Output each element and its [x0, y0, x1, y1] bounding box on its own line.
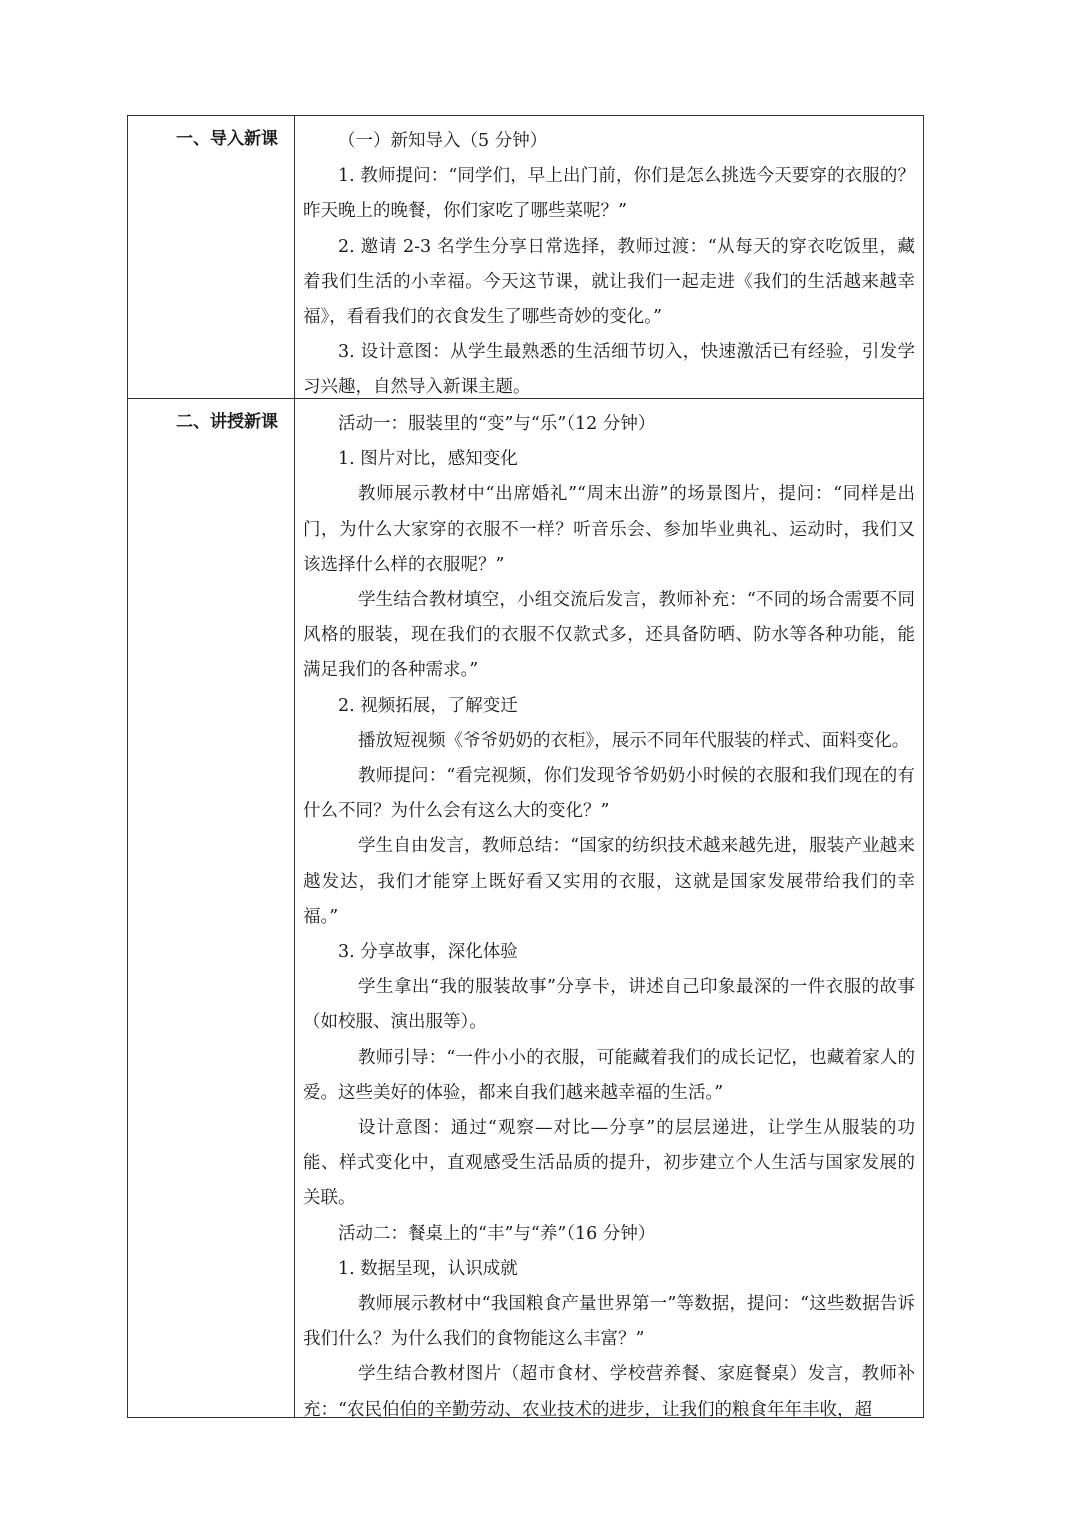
step-heading: 1. 图片对比，感知变化	[338, 449, 518, 470]
column-divider	[294, 116, 295, 398]
table-row-intro	[128, 116, 923, 399]
step-heading: 1. 数据呈现，认识成就	[338, 1258, 518, 1279]
step-heading: 2. 视频拓展，了解变迁	[338, 695, 518, 716]
paragraph: 教师展示教材中“我国粮食产量世界第一”等数据，提问：“这些数据告诉我们什么？为什么我们的食物能这么丰富？”	[303, 1294, 915, 1350]
lesson-plan-table	[127, 115, 924, 1418]
paragraph: 学生自由发言，教师总结：“国家的纺织技术越来越先进，服装产业越来越发达，我们才能穿上既好看又实用的衣服，这就是国家发展带给我们的幸福。”	[303, 836, 915, 927]
paragraph: 教师引导：“一件小小的衣服，可能藏着我们的成长记忆，也藏着家人的爱。这些美好的体验，都来自我们越来越幸福的生活。”	[303, 1047, 915, 1103]
column-divider	[294, 399, 295, 1417]
table-row-teaching	[128, 399, 923, 1420]
row-label-teaching: 二、讲授新课	[176, 412, 278, 432]
row-content-teaching	[303, 407, 915, 1428]
paragraph: 设计意图：通过“观察—对比—分享”的层层递进，让学生从服装的功能、样式变化中，直观感受生活品质的提升，初步建立个人生活与国家发展的关联。	[303, 1118, 915, 1209]
row-label-intro: 一、导入新课	[176, 129, 278, 149]
paragraph: （一）新知导入（5 分钟）	[338, 131, 548, 151]
activity-heading: 活动一：服装里的“变”与“乐”（12 分钟）	[338, 414, 656, 434]
paragraph: 1. 教师提问：“同学们，早上出门前，你们是怎么挑选今天要穿的衣服的？昨天晚上的晚餐，你们家吃了哪些菜呢？”	[303, 166, 915, 222]
paragraph: 播放短视频《爷爷奶奶的衣柜》，展示不同年代服装的样式、面料变化。	[358, 730, 910, 751]
paragraph: 学生结合教材图片（超市食材、学校营养餐、家庭餐桌）发言，教师补充：“农民伯伯的辛勤劳动、农业技术的进步，让我们的粮食年年丰收，超	[303, 1364, 915, 1420]
step-heading: 3. 分享故事，深化体验	[338, 942, 518, 963]
paragraph: 2. 邀请 2-3 名学生分享日常选择，教师过渡：“从每天的穿衣吃饭里，藏着我们生活的小幸福。今天这节课，就让我们一起走进《我们的生活越来越幸福》，看看我们的衣食发生了哪些奇妙的变化。”	[303, 236, 915, 328]
paragraph: 学生拿出“我的服装故事”分享卡，讲述自己印象最深的一件衣服的故事（如校服、演出服等）。	[303, 977, 915, 1033]
row-content-intro	[303, 124, 915, 406]
activity-heading: 活动二：餐桌上的“丰”与“养”（16 分钟）	[338, 1223, 656, 1244]
paragraph: 3. 设计意图：从学生最熟悉的生活细节切入，快速激活已有经验，引发学习兴趣，自然导入新课主题。	[303, 342, 915, 398]
paragraph: 教师展示教材中“出席婚礼”“周末出游”的场景图片，提问：“同样是出门，为什么大家穿的衣服不一样？听音乐会、参加毕业典礼、运动时，我们又该选择什么样的衣服呢？”	[303, 484, 915, 575]
paragraph: 教师提问：“看完视频，你们发现爷爷奶奶小时候的衣服和我们现在的有什么不同？为什么会有这么大的变化？”	[303, 766, 915, 822]
paragraph: 学生结合教材填空，小组交流后发言，教师补充：“不同的场合需要不同风格的服装，现在我们的衣服不仅款式多，还具备防晒、防水等各种功能，能满足我们的各种需求。”	[303, 590, 915, 681]
